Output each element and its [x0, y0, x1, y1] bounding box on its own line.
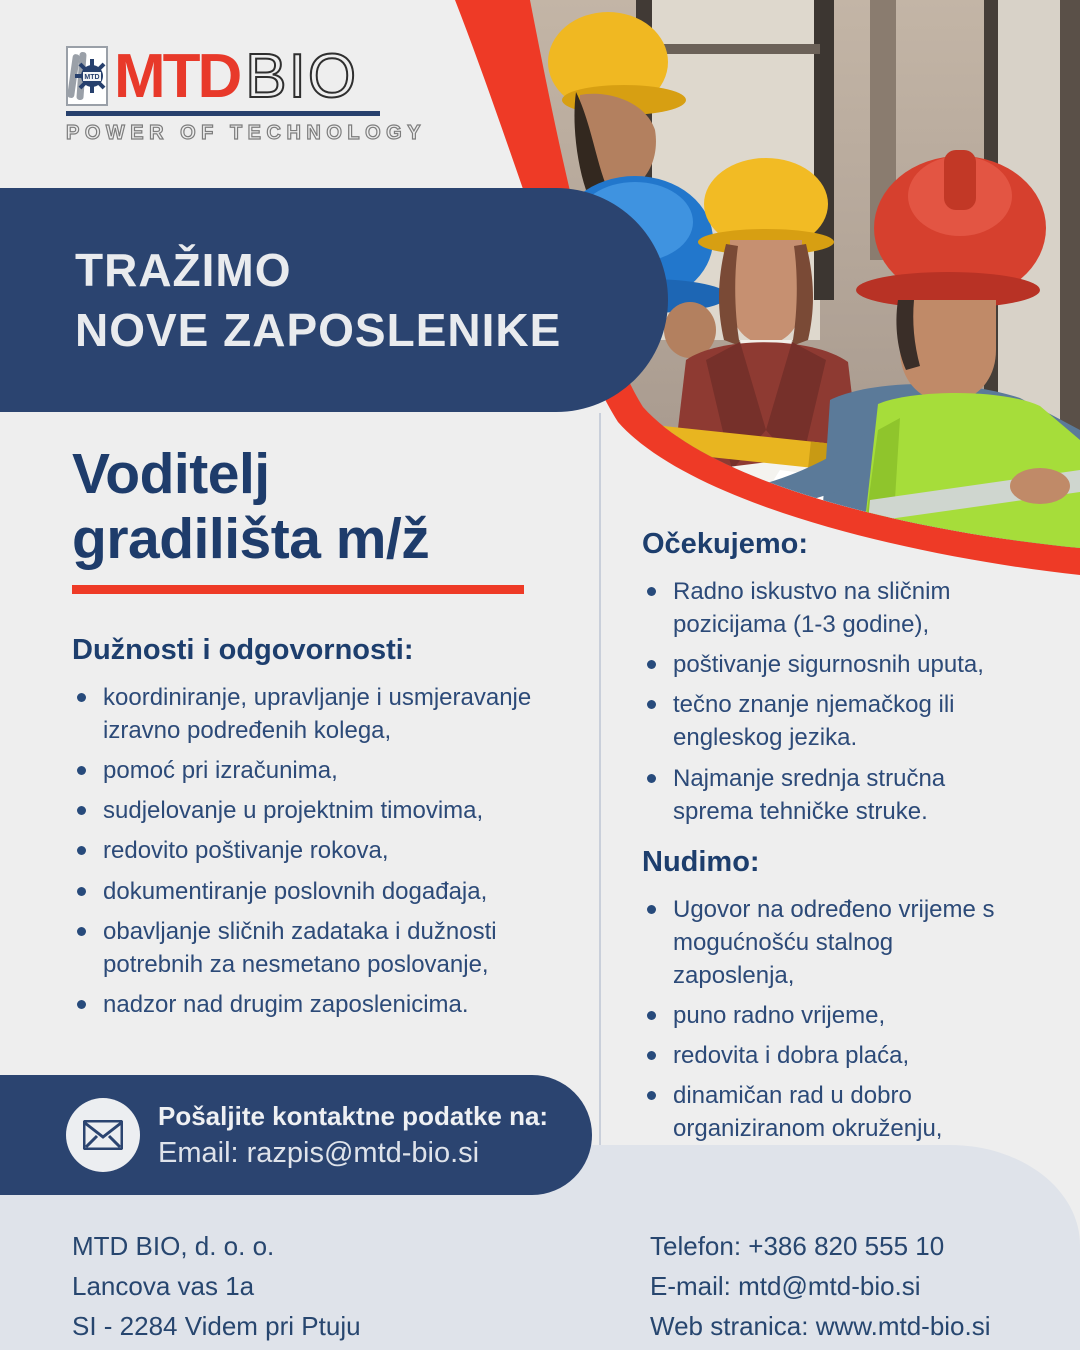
company-logo — [66, 42, 427, 145]
footer-company-address — [72, 1226, 361, 1346]
logo-brand-mtd: MTD — [114, 42, 240, 111]
list-item: poštivanje sigurnosnih uputa, — [642, 648, 1018, 681]
list-item: redovito poštivanje rokova, — [72, 834, 542, 867]
logo-tagline: POWER OF TECHNOLOGY — [66, 122, 427, 144]
duties-heading: Dužnosti i odgovornosti: — [72, 634, 414, 666]
list-item: pomoć pri izračunima, — [72, 754, 542, 787]
gear-icon — [66, 46, 108, 106]
footer-line: MTD BIO, d. o. o. — [72, 1231, 275, 1261]
list-item: Najmanje srednja stručna sprema tehničke struke. — [642, 762, 1018, 828]
list-item: nadzor nad drugim zaposlenicima. — [72, 988, 542, 1021]
footer-contact-info — [650, 1226, 991, 1346]
contact-email: Email: razpis@mtd-bio.si — [158, 1136, 480, 1169]
footer-line: SI - 2284 Videm pri Ptuju — [72, 1311, 361, 1341]
duties-section — [72, 634, 542, 1028]
title-underline — [72, 585, 524, 594]
list-item: koordiniranje, upravljanje i usmjeravanje izravno podređenih kolega, — [72, 681, 542, 747]
footer-line: Lancova vas 1a — [72, 1271, 255, 1301]
list-item: tečno znanje njemačkog ili engleskog jezika. — [642, 688, 1018, 754]
expectations-heading: Očekujemo: — [642, 528, 808, 560]
list-item: puno radno vrijeme, — [642, 999, 1018, 1032]
list-item: dinamičan rad u dobro organiziranom okruženju, — [642, 1079, 1018, 1145]
svg-text:MTD: MTD — [84, 74, 100, 81]
footer-line: Telefon: +386 820 555 10 — [650, 1231, 945, 1261]
footer-line: Web stranica: www.mtd-bio.si — [650, 1311, 991, 1341]
envelope-icon — [66, 1098, 140, 1172]
logo-divider — [66, 111, 380, 116]
job-title-line-1: Voditelj — [72, 442, 270, 506]
headline-banner — [0, 188, 668, 412]
list-item: Ugovor na određeno vrijeme s mogućnošću stalnog zaposlenja, — [642, 893, 1018, 992]
duties-list — [72, 681, 542, 1021]
list-item: dokumentiranje poslovnih događaja, — [72, 875, 542, 908]
job-title — [72, 442, 524, 594]
expectations-list — [642, 575, 1062, 828]
column-divider — [599, 413, 601, 1145]
right-column — [642, 528, 1062, 1193]
contact-cta: Pošaljite kontaktne podatke na: — [158, 1100, 549, 1131]
contact-banner — [0, 1075, 592, 1195]
list-item: Radno iskustvo na sličnim pozicijama (1-3 godine), — [642, 575, 1018, 641]
offer-heading: Nudimo: — [642, 845, 760, 878]
headline-line-1: TRAŽIMO — [75, 244, 292, 296]
headline-line-2: NOVE ZAPOSLENIKE — [75, 304, 562, 356]
list-item: sudjelovanje u projektnim timovima, — [72, 794, 542, 827]
footer-line: E-mail: mtd@mtd-bio.si — [650, 1271, 921, 1301]
job-title-line-2: gradilišta m/ž — [72, 507, 430, 571]
list-item: redovita i dobra plaća, — [642, 1039, 1018, 1072]
list-item: obavljanje sličnih zadataka i dužnosti potrebnih za nesmetano poslovanje, — [72, 915, 542, 981]
offer-list — [642, 893, 1062, 1186]
logo-brand-bio: BIO — [245, 42, 359, 111]
